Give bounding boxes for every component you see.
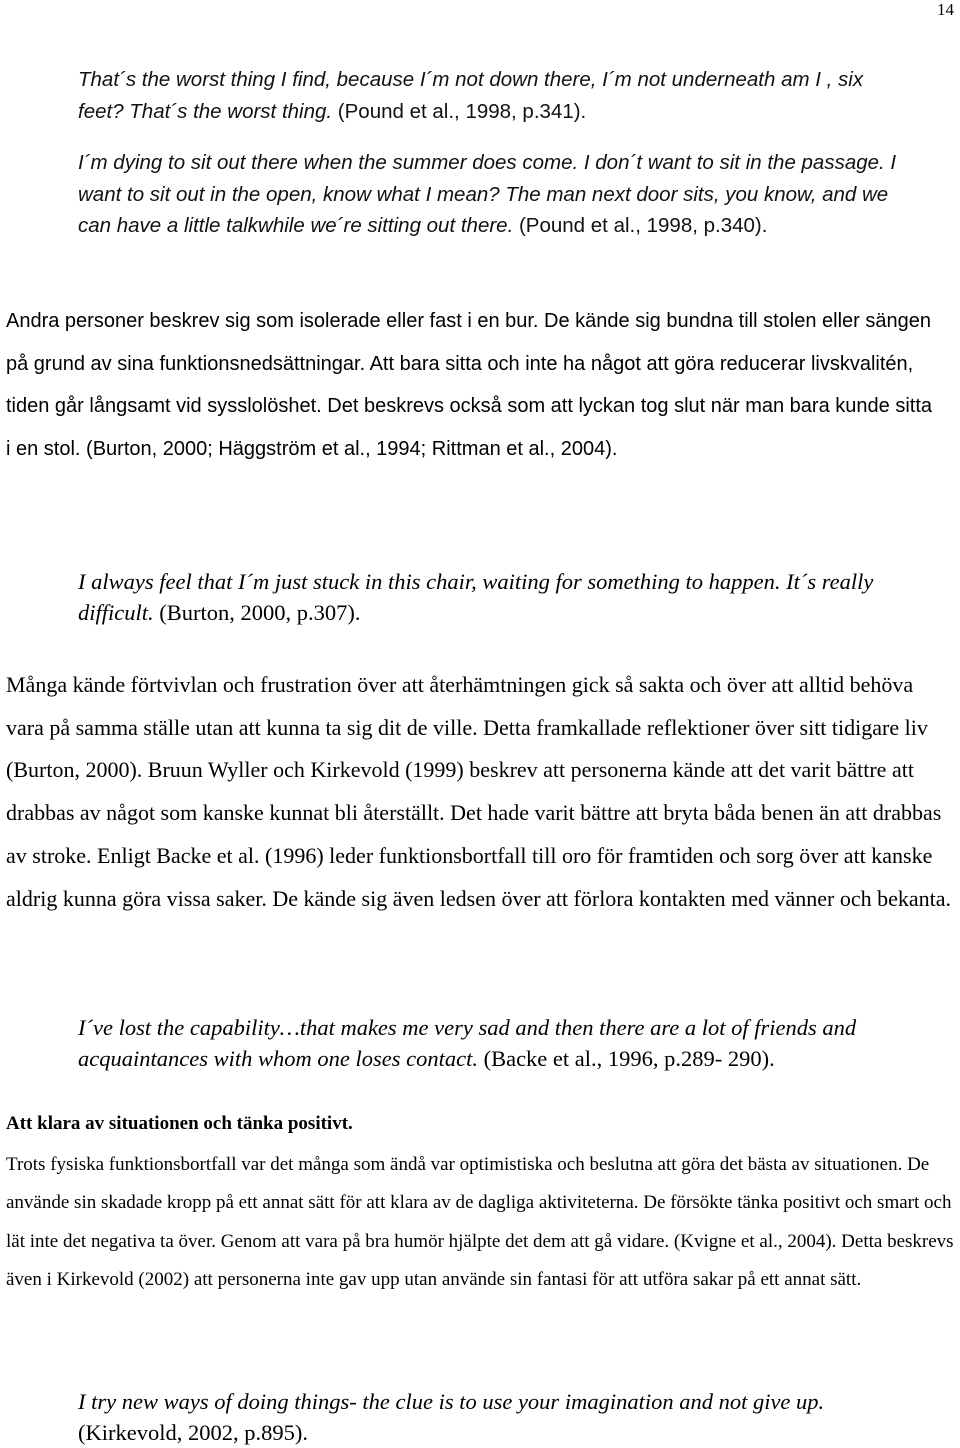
quote-text: I´ve lost the capability…that makes me very sad and then there are a lot of friends and acquaintances with whom one loses contact.	[78, 1015, 857, 1071]
quote-backe	[78, 1012, 918, 1074]
paragraph-frustration: Många kände förtvivlan och frustration över att återhämtningen gick så sakta och över att alltid behöva vara på samma ställe utan att kunna ta sig dit de ville. Detta framkallade reflektioner över sitt tidigare liv (Burton, 2000). Bruun Wyller och Kirkevold (1999) beskrev att personerna kände att det varit bättre att drabbas av något som kanske kunnat bli återställt. Det hade varit bättre att bryta båda benen än att drabbas av stroke. Enligt Backe et al. (1996) leder funktionsbortfall till oro för framtiden och sorg över att kanske aldrig kunna göra vissa saker. De kände sig även ledsen över att förlora kontakten med vänner och bekanta.	[6, 672, 952, 911]
page-number: 14	[937, 0, 954, 19]
section-heading: Att klara av situationen och tänka positivt.	[6, 1113, 353, 1134]
quote-text: That´s the worst thing I find, because I´m not down there, I´m not underneath am I , six feet? That´s the worst thing.	[78, 68, 864, 123]
paragraph-positive: Trots fysiska funktionsbortfall var det många som ändå var optimistiska och beslutna att göra det bästa av situationen. De använde sin skadade kropp på ett annat sätt för att klara av de dagliga aktiviteterna. De försökte tänka positivt och smart och lät inte det negativa ta över. Genom att vara på bra humör hjälpte det dem att gå vidare. (Kvigne et al., 2004). Detta beskrevs även i Kirkevold (2002) att personerna inte gav upp utan använde sin fantasi för att utföra sakar på ett annat sätt.	[6, 1154, 954, 1290]
paragraph-isolation: Andra personer beskrev sig som isolerade eller fast i en bur. De kände sig bundna till stolen eller sängen på grund av sina funktionsnedsättningar. Att bara sitta och inte ha något att göra reducerar livskvalitén, tiden går långsamt vid sysslolöshet. Det beskrevs också som att lyckan tog slut när man bara kunde sitta i en stol. (Burton, 2000; Häggström et al., 1994; Rittman et al., 2004).	[6, 310, 932, 460]
quote-pound-340	[78, 147, 898, 242]
quote-pound-341	[78, 64, 898, 127]
quote-citation: (Kirkevold, 2002, p.895).	[78, 1420, 308, 1445]
quote-burton	[78, 566, 918, 628]
quote-text: I try new ways of doing things- the clue is to use your imagination and not give up.	[78, 1389, 825, 1414]
quote-text: I´m dying to sit out there when the summer does come. I don´t want to sit in the passage. I want to sit out in the open, know what I mean? The man next door sits, you know, and we can have a little talkwhile we´re sitting out there.	[78, 151, 897, 237]
quote-kirkevold	[78, 1386, 918, 1448]
quote-citation: (Burton, 2000, p.307).	[153, 600, 361, 625]
quote-text: I always feel that I´m just stuck in this chair, waiting for something to happen. It´s really difficult.	[78, 569, 874, 625]
quote-citation: (Pound et al., 1998, p.340).	[513, 214, 768, 237]
quote-citation: (Pound et al., 1998, p.341).	[332, 99, 587, 123]
quote-citation: (Backe et al., 1996, p.289- 290).	[477, 1046, 775, 1071]
